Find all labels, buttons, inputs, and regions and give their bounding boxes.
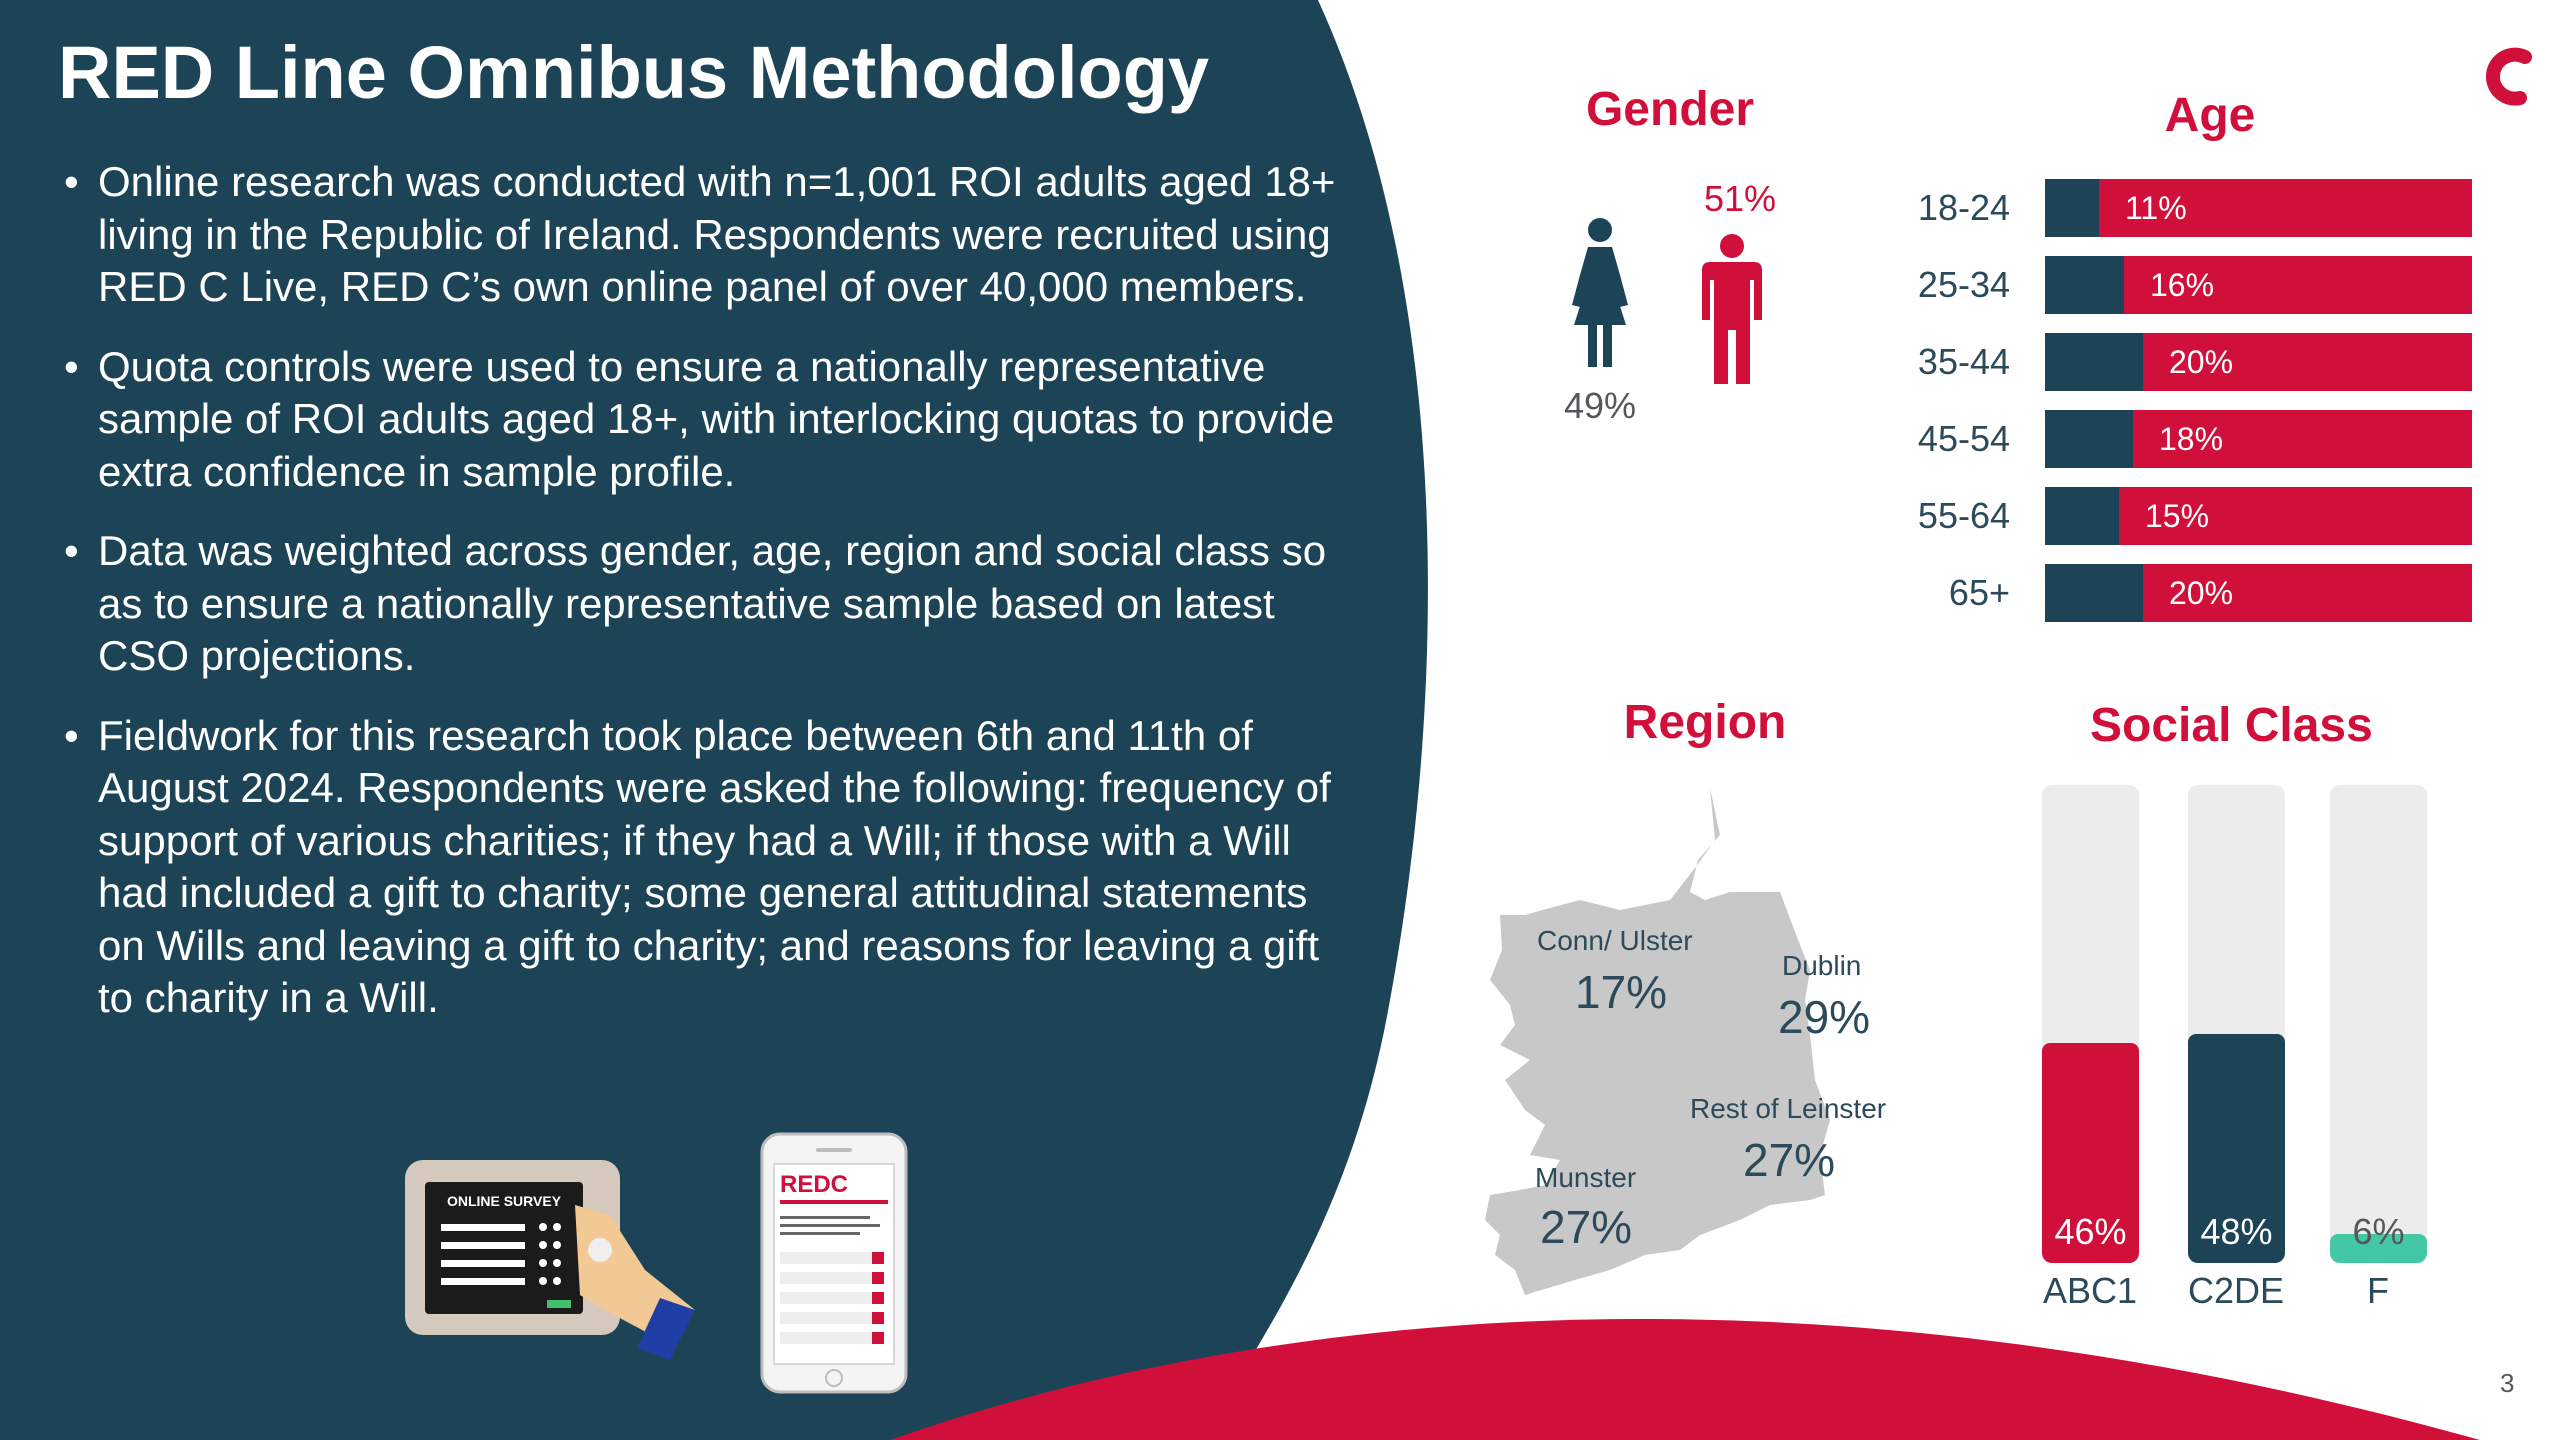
age-bar <box>2045 179 2099 237</box>
female-percentage: 49% <box>1563 385 1637 426</box>
region-value: 27% <box>1540 1201 1633 1253</box>
methodology-bullet: • Data was weighted across gender, age, region and social class so as to ensure a nationally representative sample based on latest CSO projections. <box>64 525 1364 683</box>
social-class-value-label: 46% <box>2054 1211 2127 1252</box>
age-bar <box>2045 256 2124 314</box>
age-label: 55-64 <box>1917 495 2010 536</box>
age-bar <box>2045 564 2143 622</box>
age-bar <box>2045 333 2143 391</box>
social-class-column-track <box>2188 785 2285 1263</box>
age-label: 25-34 <box>1917 264 2010 305</box>
region-name: Rest of Leinster <box>1690 1093 1887 1124</box>
male-figure-icon <box>1694 232 1770 392</box>
region-name: Conn/ Ulster <box>1537 925 1693 956</box>
age-bar-track <box>2045 564 2472 622</box>
gender-title: Gender <box>1585 83 1755 136</box>
social-class-title: Social Class <box>2090 699 2373 752</box>
brand-logo <box>2493 55 2525 99</box>
region-name: Munster <box>1535 1162 1637 1193</box>
social-class-value-label: 48% <box>2200 1211 2273 1252</box>
age-bar-track <box>2045 179 2472 237</box>
age-label: 18-24 <box>1917 187 2010 228</box>
methodology-bullet: • Fieldwork for this research took place between 6th and 11th of August 2024. Respondents were asked the following: frequency of support of various charities; if they had a Will; if those with a Will had included a gift to charity; some general attitudinal statements on Wills and leaving a gift to charity; and reasons for leaving a gift to charity in a Will. <box>64 710 1364 1025</box>
age-label: 65+ <box>1948 572 2010 613</box>
page-number: 3 <box>2500 1368 2515 1398</box>
age-bar <box>2045 410 2133 468</box>
age-label: 35-44 <box>1917 341 2010 382</box>
age-bar <box>2045 487 2119 545</box>
region-value: 17% <box>1575 966 1668 1018</box>
age-value-label: 16% <box>2150 267 2215 303</box>
region-name: Dublin <box>1782 950 1862 981</box>
age-value-label: 18% <box>2159 421 2224 457</box>
methodology-bullet: • Online research was conducted with n=1,001 ROI adults aged 18+ living in the Republic of Ireland. Respondents were recruited using RED C Live, RED C’s own online panel of over 40,000 members. <box>64 156 1364 314</box>
tablet-label: ONLINE SURVEY <box>446 1193 562 1209</box>
age-value-label: 11% <box>2125 190 2187 226</box>
age-value-label: 20% <box>2169 344 2234 380</box>
ireland-map <box>1470 780 1910 1310</box>
age-value-label: 20% <box>2169 575 2234 611</box>
page-title: RED Line Omnibus Methodology <box>58 31 1210 114</box>
region-title: Region <box>1623 696 1787 749</box>
age-bar-track <box>2045 410 2472 468</box>
social-class-label: ABC1 <box>2042 1270 2138 1311</box>
male-percentage: 51% <box>1703 178 1777 219</box>
social-class-value-label: 6% <box>2352 1211 2405 1252</box>
age-bar-track <box>2045 487 2472 545</box>
female-figure-icon <box>1560 215 1640 375</box>
social-class-label: F <box>2367 1270 2389 1311</box>
methodology-bullet: • Quota controls were used to ensure a nationally representative sample of ROI adults aged 18+, with interlocking quotas to provide extra confidence in sample profile. <box>64 341 1364 499</box>
phone-logo: REDC <box>780 1171 849 1198</box>
mobile-survey-phone-icon <box>760 1132 910 1397</box>
social-class-column-track <box>2042 785 2139 1263</box>
region-value: 27% <box>1743 1134 1836 1186</box>
social-class-label: C2DE <box>2187 1270 2285 1311</box>
social-class-column-track <box>2330 785 2427 1263</box>
age-value-label: 15% <box>2145 498 2210 534</box>
age-title: Age <box>2164 89 2256 142</box>
methodology-bullet-list <box>64 156 1364 1052</box>
region-value: 29% <box>1778 991 1871 1043</box>
online-survey-tablet-icon <box>405 1160 705 1360</box>
age-bar-track <box>2045 256 2472 314</box>
age-label: 45-54 <box>1917 418 2010 459</box>
age-bar-track <box>2045 333 2472 391</box>
